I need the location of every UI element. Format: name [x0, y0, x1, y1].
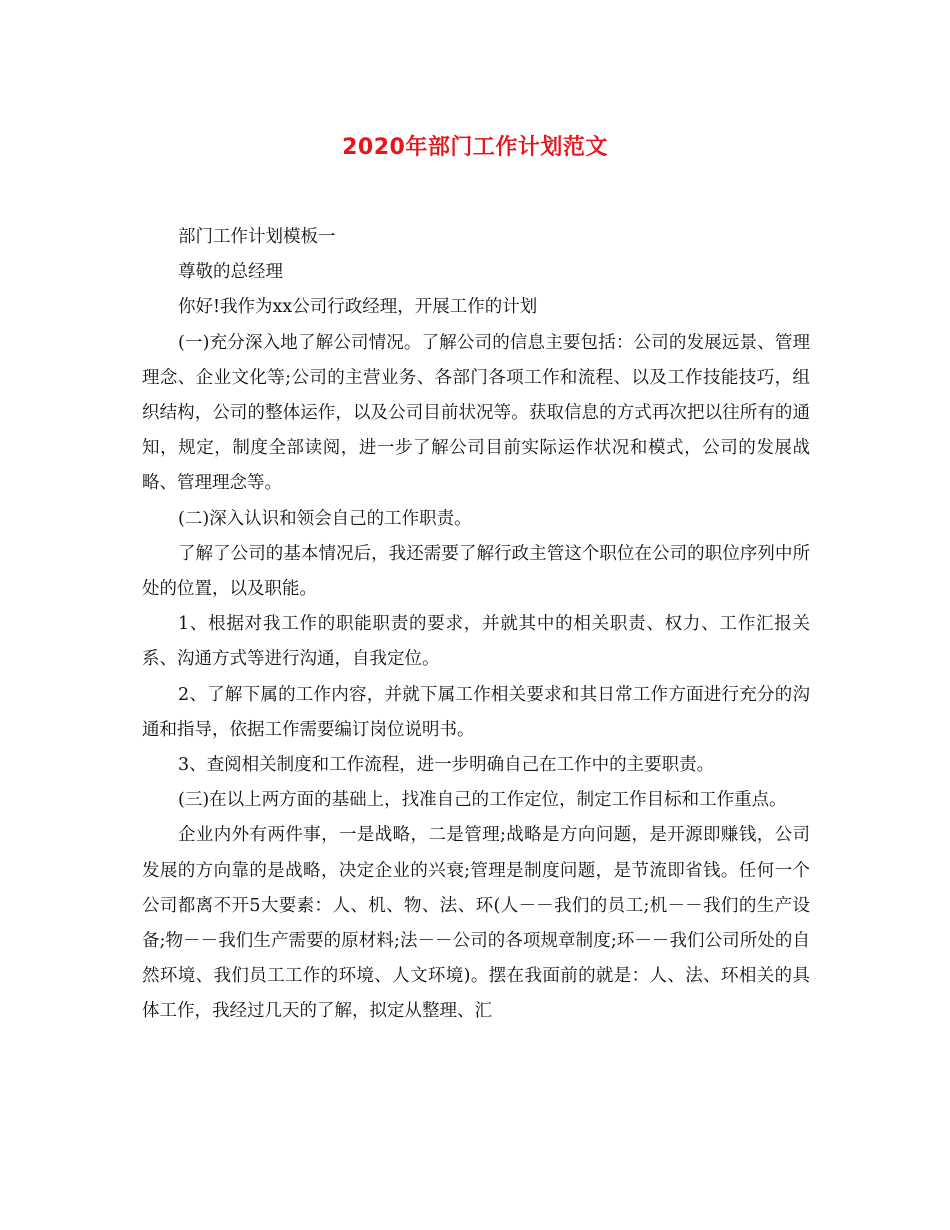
- paragraph: 3、查阅相关制度和工作流程，进一步明确自己在工作中的主要职责。: [178, 755, 715, 776]
- paragraph: 部门工作计划模板一: [178, 227, 336, 247]
- paragraph: (三)在以上两方面的基础上，找准自己的工作定位，制定工作目标和工作重点。: [178, 790, 787, 811]
- paragraph: 2、了解下属的工作内容，并就下属工作相关要求和其日常工作方面进行充分的沟通和指导，依据工作需要编订岗位说明书。: [142, 684, 810, 740]
- paragraph: (二)深入认识和领会自己的工作职责。: [178, 508, 472, 529]
- document-title: 2020年部门工作计划范文: [342, 135, 608, 160]
- paragraph: 1、根据对我工作的职能职责的要求，并就其中的相关职责、权力、工作汇报关系、沟通方式等进行沟通，自我定位。: [142, 614, 810, 670]
- paragraph: 尊敬的总经理: [178, 262, 283, 283]
- document-body: [142, 220, 810, 1030]
- paragraph: 企业内外有两件事，一是战略，二是管理;战略是方向问题，是开源即赚钱，公司发展的方向靠的是战略，决定企业的兴衰;管理是制度问题，是节流即省钱。任何一个公司都离不开5大要素：人、机、物、法、环(人－－我们的员工;机－－我们的生产设备;物－－我们生产需要的原材料;法－－公司的各项规章制度;环－－我们公司所处的自然环境、我们员工工作的环境、人文环境)。摆在我面前的就是：人、法、环相关的具体工作，我经过几天的了解，拟定从整理、汇: [142, 825, 810, 1022]
- paragraph: 你好!我作为xx公司行政经理，开展工作的计划: [178, 297, 538, 318]
- paragraph: (一)充分深入地了解公司情况。了解公司的信息主要包括：公司的发展远景、管理理念、企业文化等;公司的主营业务、各部门各项工作和流程、以及工作技能技巧，组织结构，公司的整体运作，以及公司目前状况等。获取信息的方式再次把以往所有的通知，规定，制度全部读阅，进一步了解公司目前实际运作状况和模式，公司的发展战略、管理理念等。: [142, 332, 810, 494]
- paragraph: 了解了公司的基本情况后，我还需要了解行政主管这个职位在公司的职位序列中所处的位置，以及职能。: [142, 543, 810, 600]
